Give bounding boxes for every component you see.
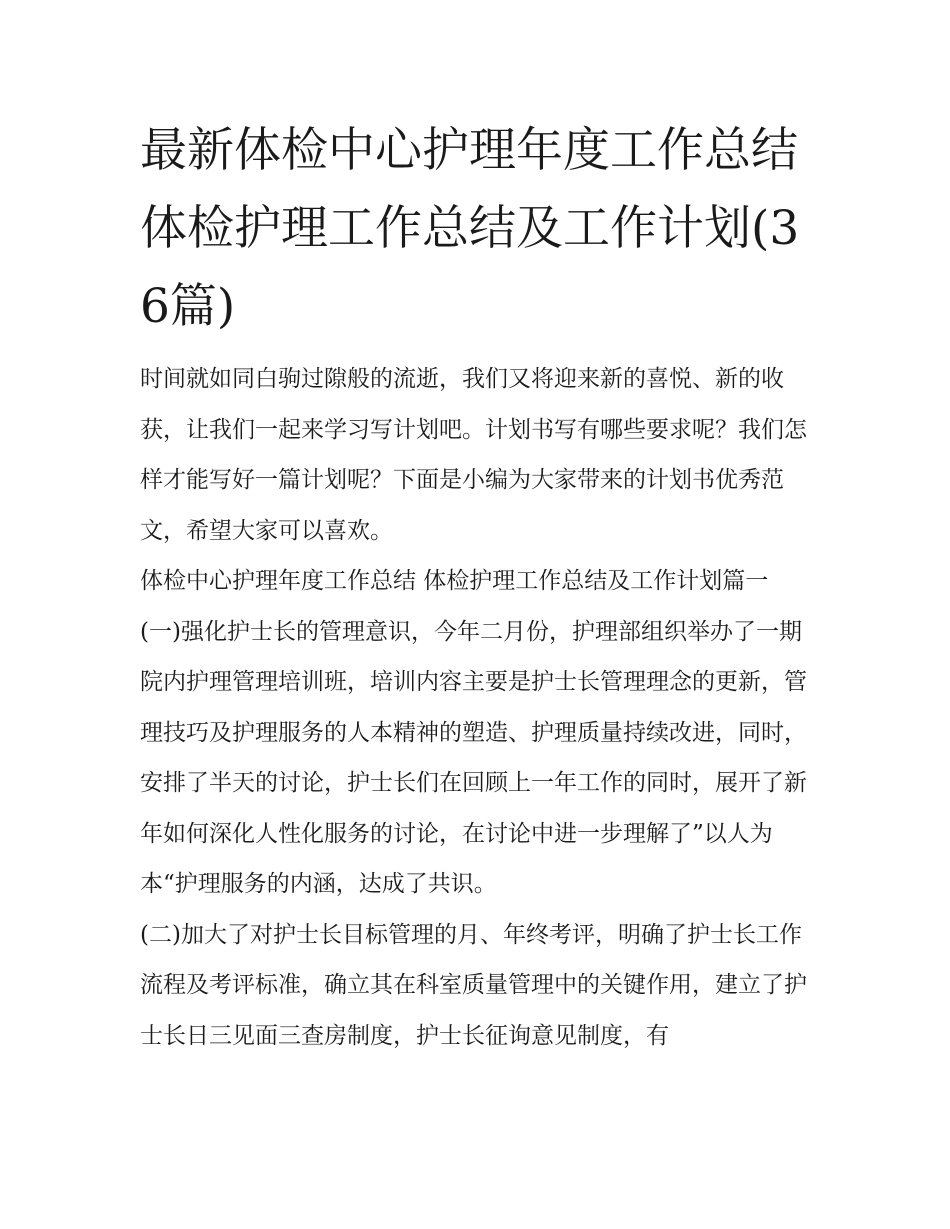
body-paragraph-1: (一)强化护士长的管理意识，今年二月份，护理部组织举办了一期院内护理管理培训班，培训内容主要是护士长管理理念的更新，管理技巧及护理服务的人本精神的塑造、护理质量持续改进，同时，安排了半天的讨论，护士长们在回顾上一年工作的同时，展开了新年如何深化人性化服务的讨论，在讨论中进一步理解了”以人为本“护理服务的内涵，达成了共识。 — [140, 618, 807, 897]
document-title: 最新体检中心护理年度工作总结 体检护理工作总结及工作计划(36篇) — [140, 123, 800, 334]
section-heading: 体检中心护理年度工作总结 体检护理工作总结及工作计划篇一 — [140, 568, 769, 594]
document-page — [140, 112, 812, 1061]
body-paragraph-2: (二)加大了对护士长目标管理的月、年终考评，明确了护士长工作流程及考评标准，确立其在科室质量管理中的关键作用，建立了护士长日三见面三查房制度，护士长征询意见制度，有 — [140, 921, 807, 1049]
intro-paragraph: 时间就如同白驹过隙般的流逝，我们又将迎来新的喜悦、新的收获，让我们一起来学习写计划吧。计划书写有哪些要求呢？我们怎样才能写好一篇计划呢？下面是小编为大家带来的计划书优秀范文，希望大家可以喜欢。 — [140, 366, 807, 544]
